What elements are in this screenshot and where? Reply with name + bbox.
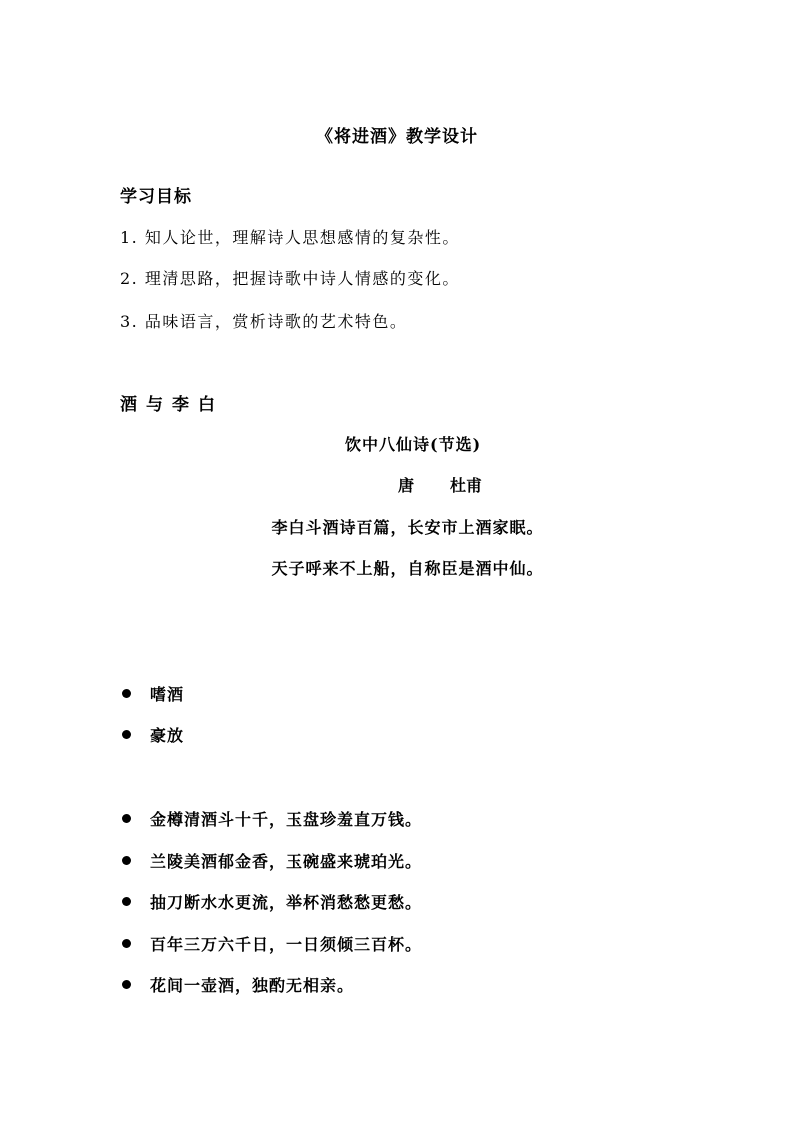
quote-item xyxy=(120,890,422,913)
objective-item: 3. 品味语言，赏析诗歌的艺术特色。 xyxy=(120,312,408,331)
bullet-icon xyxy=(122,814,131,823)
bullet-icon xyxy=(122,730,131,739)
quote-text: 抽刀断水水更流，举杯消愁愁更愁。 xyxy=(150,893,423,912)
poem-title: 饮中八仙诗(节选) xyxy=(345,435,482,454)
bullet-icon xyxy=(122,897,131,906)
wine-heading: 酒与李白 xyxy=(120,395,224,415)
objective-item: 1. 知人论世，理解诗人思想感情的复杂性。 xyxy=(120,228,460,247)
bullet-icon xyxy=(122,980,131,989)
poem-line: 天子呼来不上船，自称臣是酒中仙。 xyxy=(271,559,544,578)
quote-item xyxy=(120,932,422,955)
keyword-item xyxy=(120,682,184,705)
quote-item xyxy=(120,807,422,830)
quote-text: 花间一壶酒，独酌无相亲。 xyxy=(150,976,355,995)
document-title: 《将进酒》教学设计 xyxy=(316,127,478,147)
poem-author xyxy=(398,473,482,496)
poem-line: 李白斗酒诗百篇，长安市上酒家眠。 xyxy=(271,518,544,537)
quote-text: 百年三万六千日，一日须倾三百杯。 xyxy=(150,935,423,954)
bullet-icon xyxy=(122,689,131,698)
objective-item: 2. 理清思路，把握诗歌中诗人情感的变化。 xyxy=(120,269,460,288)
quote-text: 兰陵美酒郁金香，玉碗盛来琥珀光。 xyxy=(150,852,423,871)
quote-text: 金樽清酒斗十千，玉盘珍羞直万钱。 xyxy=(150,810,423,829)
keyword-item xyxy=(120,723,184,746)
poem-author-name: 杜甫 xyxy=(450,476,483,495)
quote-item xyxy=(120,849,422,872)
objectives-heading: 学习目标 xyxy=(120,187,192,207)
bullet-icon xyxy=(122,939,131,948)
poem-dynasty: 唐 xyxy=(398,476,415,495)
keyword-text: 嗜酒 xyxy=(150,685,185,704)
quote-item xyxy=(120,973,354,996)
keyword-text: 豪放 xyxy=(150,726,185,745)
bullet-icon xyxy=(122,856,131,865)
